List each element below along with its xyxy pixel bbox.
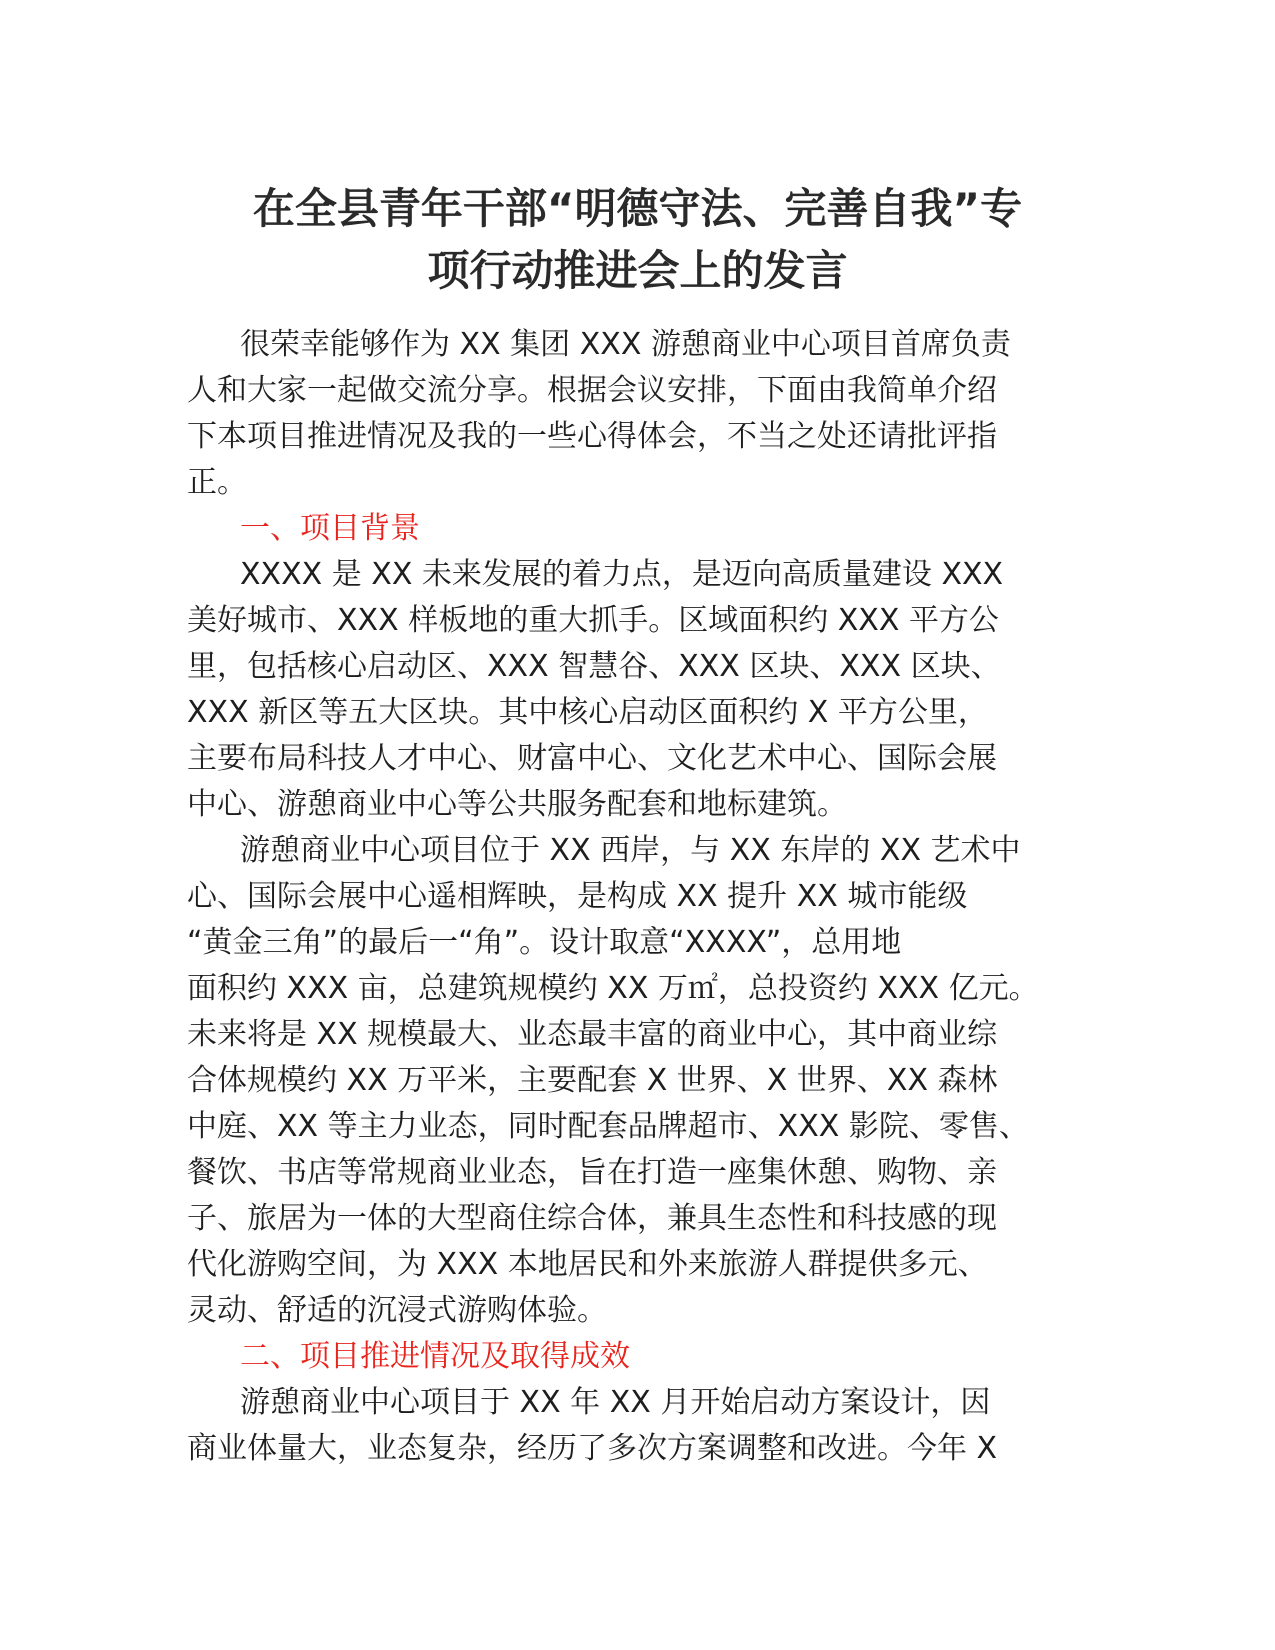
document-body	[187, 322, 1087, 1472]
paragraph-project-line: 心、国际会展中心遥相辉映，是构成 XX 提升 XX 城市能级	[187, 879, 968, 914]
paragraph-intro-line: 人和大家一起做交流分享。根据会议安排，下面由我简单介绍	[187, 373, 997, 408]
paragraph-project-line: 未来将是 XX 规模最大、业态最丰富的商业中心，其中商业综	[187, 1017, 998, 1052]
paragraph-background-line: 中心、游憩商业中心等公共服务配套和地标建筑。	[187, 787, 847, 822]
paragraph-background-line: 里，包括核心启动区、XXX 智慧谷、XXX 区块、XXX 区块、	[187, 649, 1001, 684]
paragraph-intro-line: 下本项目推进情况及我的一些心得体会，不当之处还请批评指	[187, 419, 997, 454]
title-line-1: 在全县青年干部“明德守法、完善自我”专	[252, 184, 1023, 233]
title-line-2: 项行动推进会上的发言	[427, 246, 848, 295]
paragraph-background-line: XXXX 是 XX 未来发展的着力点，是迈向高质量建设 XXX	[240, 557, 1004, 592]
section-heading-background: 一、项目背景	[240, 511, 420, 546]
paragraph-project-line: 子、旅居为一体的大型商住综合体，兼具生态性和科技感的现	[187, 1201, 997, 1236]
section-heading-progress: 二、项目推进情况及取得成效	[240, 1339, 630, 1374]
paragraph-background-line: 美好城市、XXX 样板地的重大抓手。区域面积约 XXX 平方公	[187, 603, 999, 638]
paragraph-project-line: 合体规模约 XX 万平米，主要配套 X 世界、X 世界、XX 森林	[187, 1063, 998, 1098]
paragraph-project-line: “黄金三角”的最后一“角”。设计取意“XXXX”，总用地	[187, 925, 902, 960]
paragraph-background-line: XXX 新区等五大区块。其中核心启动区面积约 X 平方公里，	[187, 695, 988, 730]
paragraph-project-line: 中庭、XX 等主力业态，同时配套品牌超市、XXX 影院、零售、	[187, 1109, 1029, 1144]
paragraph-background-line: 主要布局科技人才中心、财富中心、文化艺术中心、国际会展	[187, 741, 997, 776]
paragraph-project-line: 代化游购空间，为 XXX 本地居民和外来旅游人群提供多元、	[187, 1247, 988, 1282]
paragraph-project-line: 餐饮、书店等常规商业业态，旨在打造一座集休憩、购物、亲	[187, 1155, 997, 1190]
paragraph-intro-line: 正。	[187, 465, 247, 500]
paragraph-progress-line: 游憩商业中心项目于 XX 年 XX 月开始启动方案设计，因	[240, 1385, 991, 1420]
paragraph-project-line: 游憩商业中心项目位于 XX 西岸，与 XX 东岸的 XX 艺术中	[240, 833, 1021, 868]
paragraph-project-line: 面积约 XXX 亩，总建筑规模约 XX 万㎡，总投资约 XXX 亿元。	[187, 971, 1039, 1006]
paragraph-intro-line: 很荣幸能够作为 XX 集团 XXX 游憩商业中心项目首席负责	[240, 327, 1011, 362]
paragraph-progress-line: 商业体量大，业态复杂，经历了多次方案调整和改进。今年 X	[187, 1431, 998, 1466]
document-title	[170, 178, 1105, 302]
paragraph-project-line: 灵动、舒适的沉浸式游购体验。	[187, 1293, 607, 1328]
